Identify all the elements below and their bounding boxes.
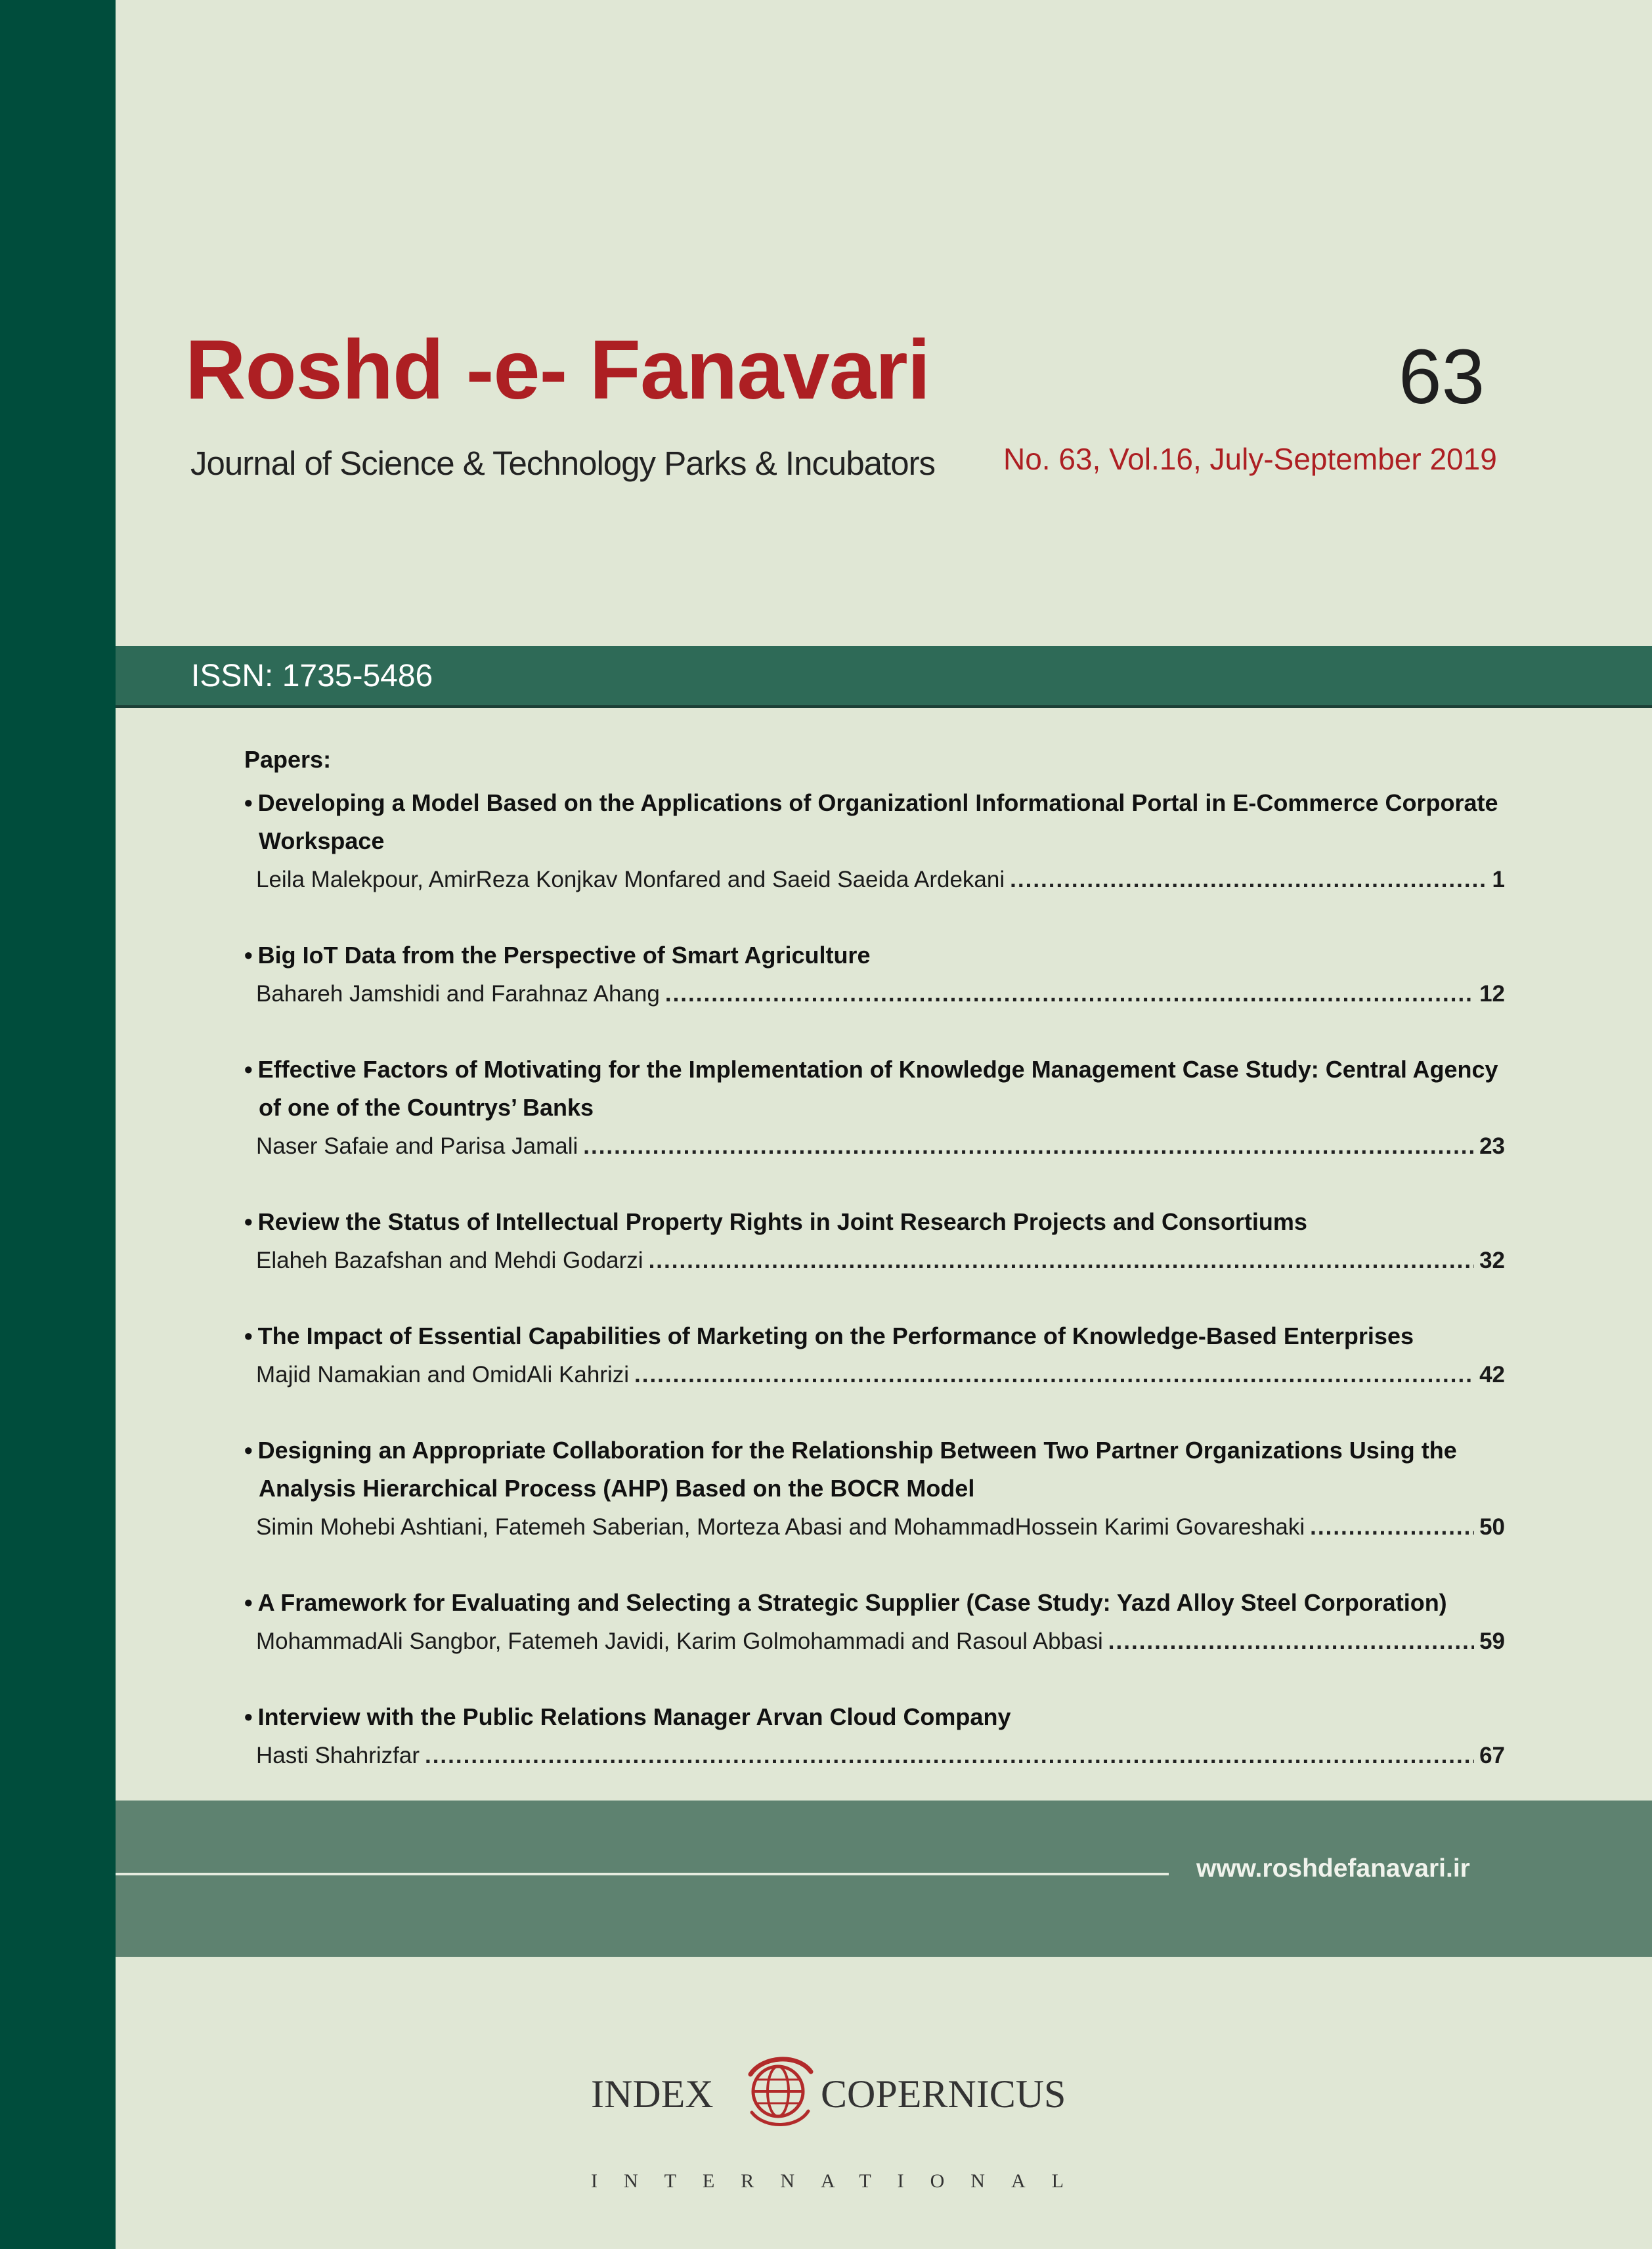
paper-authors: Bahareh Jamshidi and Farahnaz Ahang bbox=[256, 981, 660, 1007]
website-link[interactable]: www.roshdefanavari.ir bbox=[1196, 1854, 1470, 1883]
paper-title-text: Developing a Model Based on the Applications of Organizationl Informational Portal in E-Commerce Corporate Workspace bbox=[257, 789, 1498, 854]
paper-title bbox=[244, 1431, 1505, 1508]
paper-entry bbox=[244, 936, 1505, 1014]
paper-title bbox=[244, 1584, 1505, 1622]
journal-title: Roshd -e- Fanavari bbox=[185, 323, 930, 417]
paper-title bbox=[244, 1203, 1505, 1241]
paper-list bbox=[244, 784, 1505, 1776]
issue-number: 63 bbox=[1399, 334, 1485, 420]
paper-entry bbox=[244, 1203, 1505, 1280]
paper-title bbox=[244, 1317, 1505, 1355]
paper-authors: Hasti Shahrizfar bbox=[256, 1743, 420, 1768]
globe-icon bbox=[732, 2052, 824, 2131]
bullet-icon: • bbox=[244, 789, 253, 816]
paper-title-text: Review the Status of Intellectual Property Rights in Joint Research Projects and Consortiums bbox=[257, 1208, 1307, 1235]
paper-title bbox=[244, 784, 1505, 860]
issn-band bbox=[116, 646, 1652, 708]
author-line bbox=[244, 1241, 1505, 1280]
paper-title-text: A Framework for Evaluating and Selecting a Strategic Supplier (Case Study: Yazd Alloy Steel Corporation) bbox=[257, 1589, 1447, 1616]
dot-leader bbox=[649, 1241, 1475, 1280]
paper-entry bbox=[244, 784, 1505, 900]
dot-leader bbox=[665, 974, 1474, 1014]
dot-leader bbox=[634, 1355, 1474, 1395]
page-number: 1 bbox=[1492, 867, 1505, 892]
bullet-icon: • bbox=[244, 1703, 253, 1730]
paper-title bbox=[244, 1051, 1505, 1127]
bullet-icon: • bbox=[244, 942, 253, 969]
author-line bbox=[244, 1508, 1505, 1547]
page-number: 50 bbox=[1479, 1514, 1505, 1540]
page-number: 67 bbox=[1479, 1743, 1505, 1768]
bullet-icon: • bbox=[244, 1208, 253, 1235]
author-line bbox=[244, 860, 1505, 900]
paper-authors: MohammadAli Sangbor, Fatemeh Javidi, Karim Golmohammadi and Rasoul Abbasi bbox=[256, 1628, 1103, 1654]
paper-title-text: Big IoT Data from the Perspective of Smart Agriculture bbox=[257, 942, 871, 969]
paper-entry bbox=[244, 1051, 1505, 1166]
page-number: 59 bbox=[1479, 1628, 1505, 1654]
author-line bbox=[244, 1127, 1505, 1166]
dot-leader bbox=[1010, 860, 1487, 900]
paper-entry bbox=[244, 1698, 1505, 1776]
paper-entry bbox=[244, 1431, 1505, 1547]
author-line bbox=[244, 974, 1505, 1014]
papers-heading: Papers: bbox=[244, 746, 332, 773]
index-copernicus-logo bbox=[591, 2052, 1090, 2192]
paper-entry bbox=[244, 1317, 1505, 1395]
dot-leader bbox=[425, 1736, 1474, 1776]
footer-divider bbox=[116, 1873, 1169, 1875]
page-number: 42 bbox=[1479, 1362, 1505, 1387]
paper-entry bbox=[244, 1584, 1505, 1661]
dot-leader bbox=[1310, 1508, 1474, 1547]
logo-word-copernicus: COPERNICUS bbox=[821, 2072, 1066, 2116]
paper-title-text: Designing an Appropriate Collaboration for the Relationship Between Two Partner Organizations Using the Analysis Hierarchical Process (AHP) Based on the BOCR Model bbox=[257, 1437, 1457, 1502]
logo-word-index: INDEX bbox=[591, 2072, 714, 2116]
author-line bbox=[244, 1622, 1505, 1661]
paper-title bbox=[244, 1698, 1505, 1736]
paper-authors: Majid Namakian and OmidAli Kahrizi bbox=[256, 1362, 629, 1387]
author-line bbox=[244, 1355, 1505, 1395]
page-number: 32 bbox=[1479, 1248, 1505, 1273]
paper-authors: Elaheh Bazafshan and Mehdi Godarzi bbox=[256, 1248, 643, 1273]
paper-authors: Naser Safaie and Parisa Jamali bbox=[256, 1133, 578, 1159]
issue-details: No. 63, Vol.16, July-September 2019 bbox=[1003, 442, 1497, 476]
page-number: 12 bbox=[1479, 981, 1505, 1007]
page-number: 23 bbox=[1479, 1133, 1505, 1159]
dot-leader bbox=[583, 1127, 1474, 1166]
bullet-icon: • bbox=[244, 1056, 253, 1083]
bullet-icon: • bbox=[244, 1322, 253, 1349]
paper-title-text: Interview with the Public Relations Manager Arvan Cloud Company bbox=[257, 1703, 1011, 1730]
bullet-icon: • bbox=[244, 1437, 253, 1464]
author-line bbox=[244, 1736, 1505, 1776]
logo-subtitle: INTERNATIONAL bbox=[591, 2170, 1090, 2192]
table-of-contents bbox=[244, 746, 1505, 1812]
paper-authors: Simin Mohebi Ashtiani, Fatemeh Saberian, Morteza Abasi and MohammadHossein Karimi Govareshaki bbox=[256, 1514, 1305, 1540]
paper-title bbox=[244, 936, 1505, 974]
paper-title-text: Effective Factors of Motivating for the Implementation of Knowledge Management Case Study: Central Agency of one of the Countrys’ Banks bbox=[257, 1056, 1498, 1121]
cover-spine bbox=[0, 0, 116, 2249]
issn-text: ISSN: 1735-5486 bbox=[191, 659, 433, 693]
paper-authors: Leila Malekpour, AmirReza Konjkav Monfared and Saeid Saeida Ardekani bbox=[256, 867, 1005, 892]
bullet-icon: • bbox=[244, 1589, 253, 1616]
paper-title-text: The Impact of Essential Capabilities of Marketing on the Performance of Knowledge-Based Enterprises bbox=[257, 1322, 1414, 1349]
journal-subtitle: Journal of Science & Technology Parks & Incubators bbox=[190, 445, 936, 482]
footer-band bbox=[116, 1801, 1652, 1957]
dot-leader bbox=[1108, 1622, 1474, 1661]
